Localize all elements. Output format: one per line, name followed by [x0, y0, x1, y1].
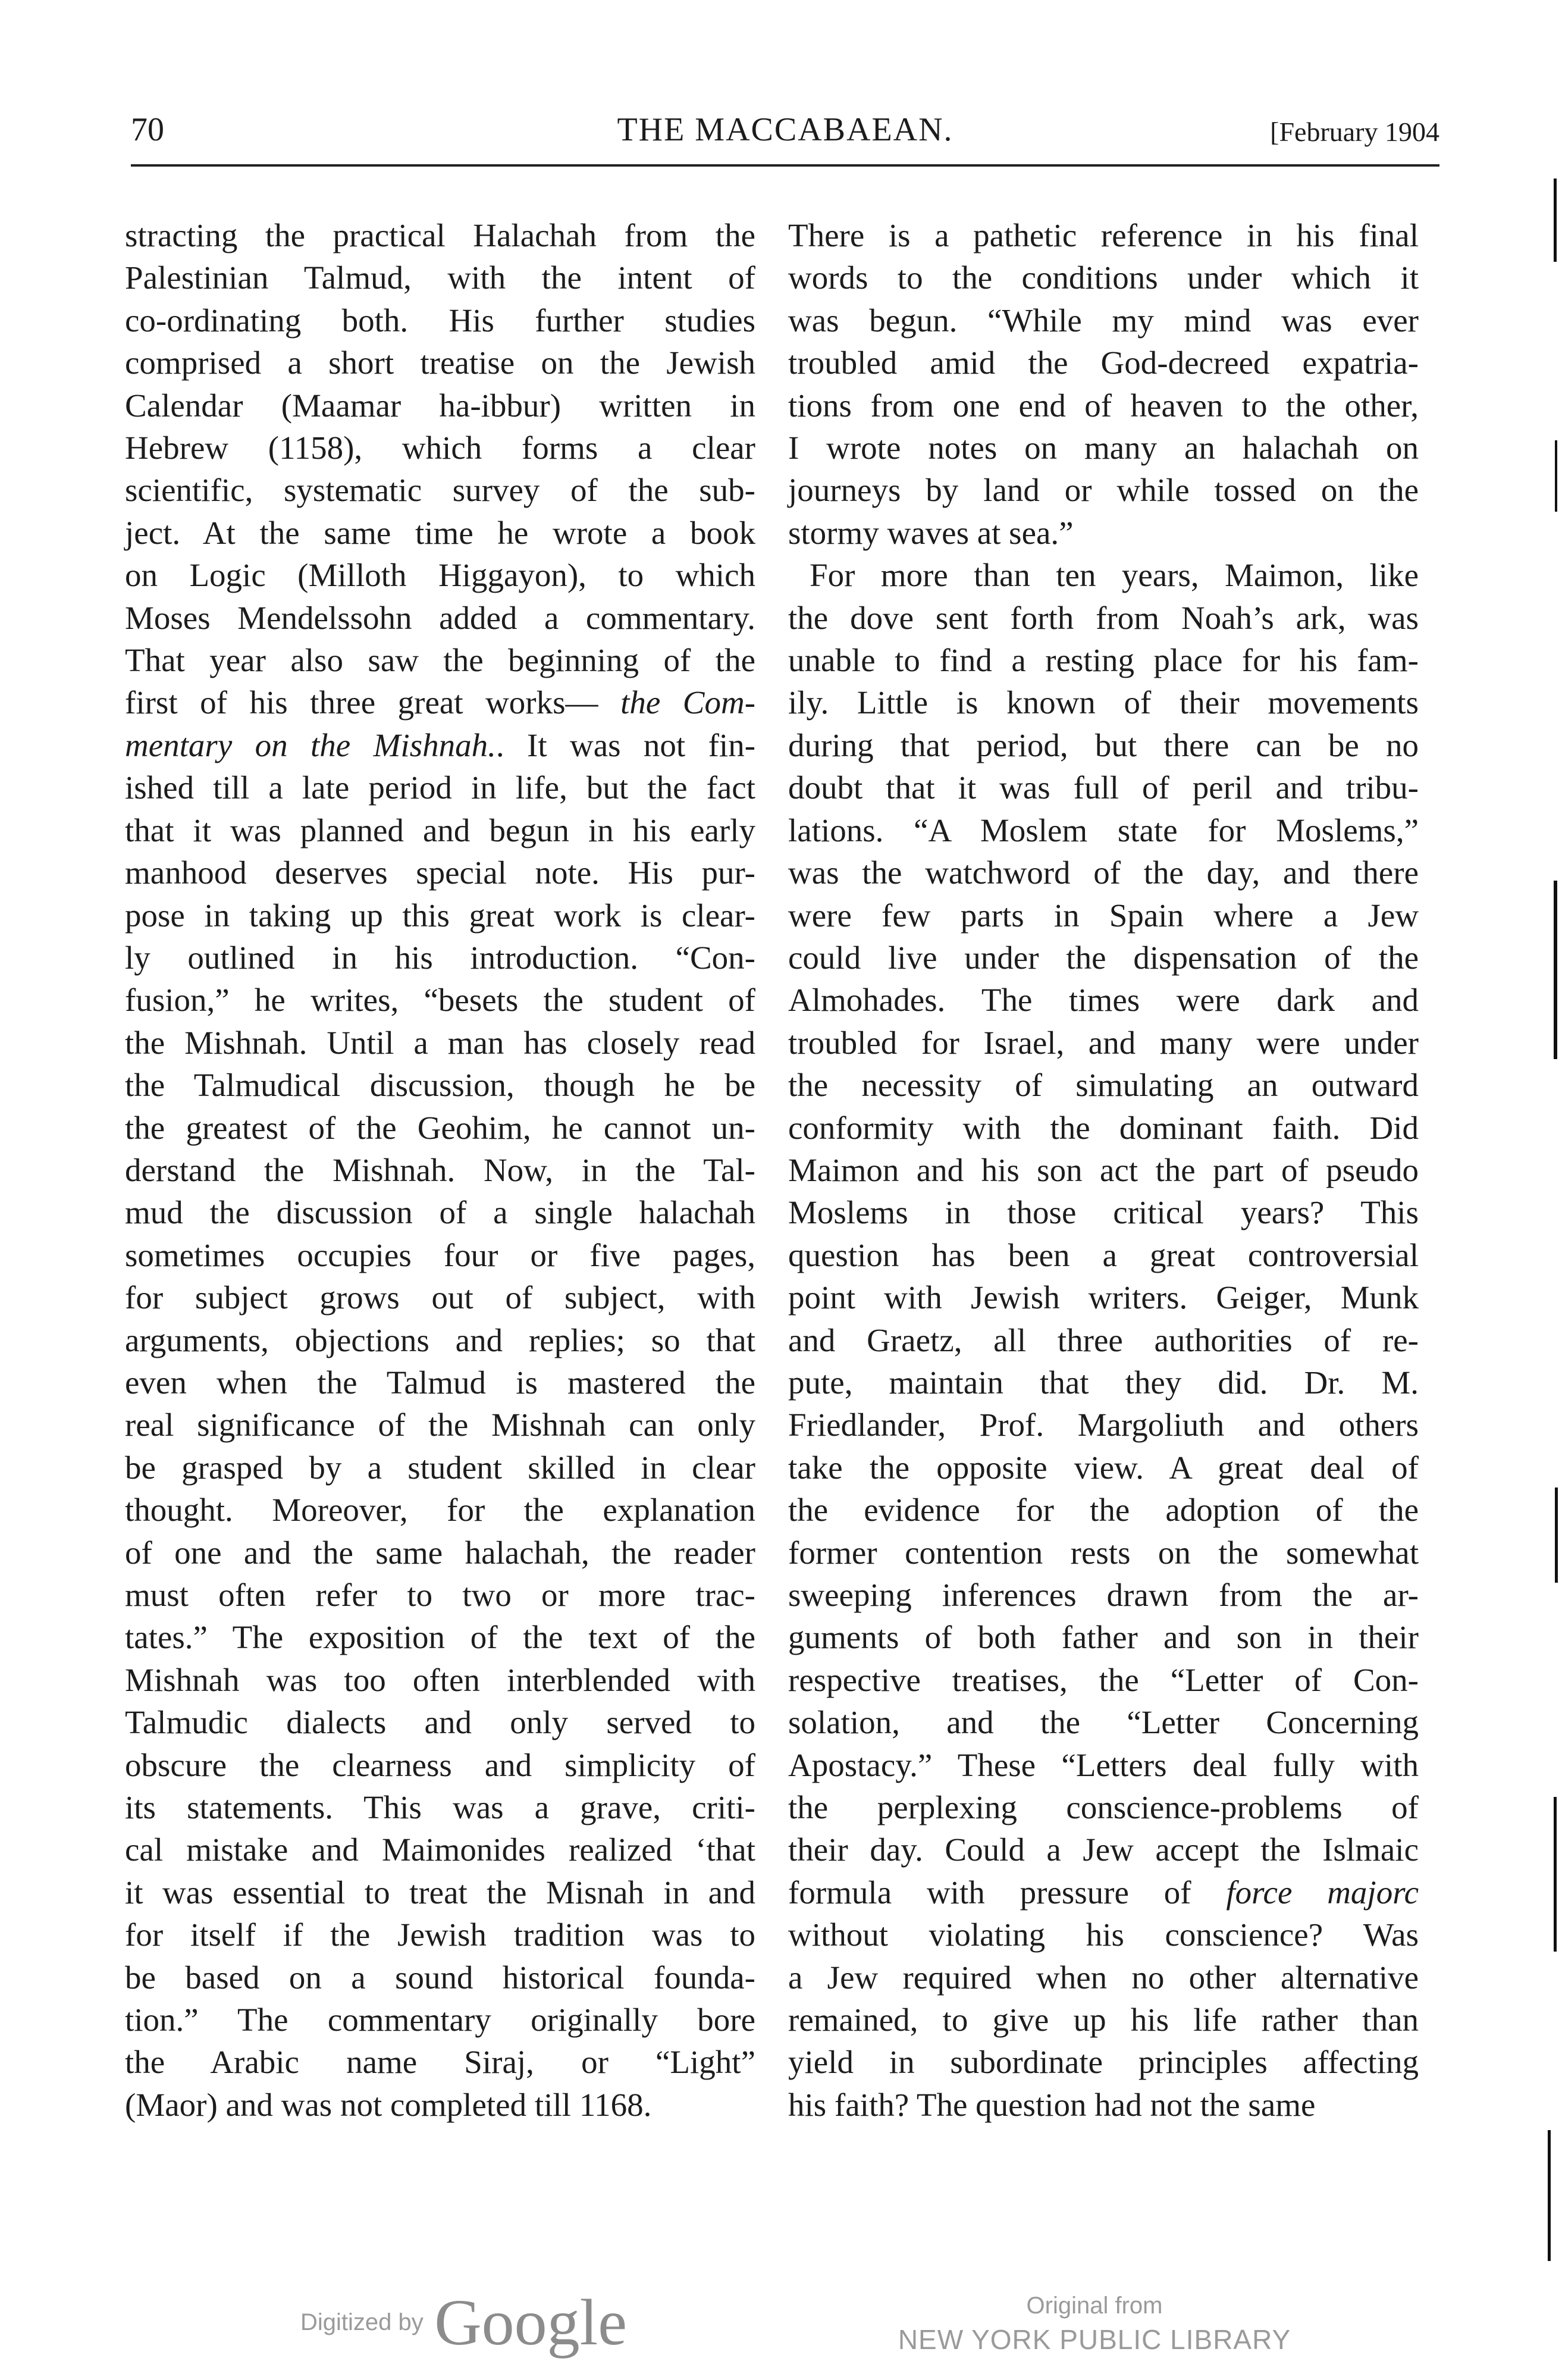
- text-line: comprised a short treatise on the Jewish: [125, 345, 755, 381]
- text-line: for subject grows out of subject, with: [125, 1279, 755, 1316]
- text-line: ject. At the same time he wrote a book: [125, 514, 755, 551]
- text-line: be based on a sound historical founda-: [125, 1959, 755, 1996]
- text-line: the evidence for the adoption of the: [788, 1492, 1419, 1529]
- text-line: pose in taking up this great work is clear-: [125, 897, 755, 934]
- text-line: sometimes occupies four or five pages,: [125, 1236, 755, 1273]
- text-line: ished till a late period in life, but the fact: [125, 769, 755, 806]
- text-line: ly outlined in his introduction. “Con-: [125, 939, 755, 976]
- text-line: question has been a great controversial: [788, 1236, 1419, 1273]
- text-line: words to the conditions under which it: [788, 259, 1419, 296]
- text-line: that it was planned and begun in his early: [125, 812, 755, 848]
- text-line: his faith? The question had not the same: [788, 2086, 1316, 2123]
- text-line: mentary on the Mishnah.. It was not fin-: [125, 726, 756, 763]
- original-from-label: Original from: [1026, 2293, 1163, 2319]
- text-line: thought. Moreover, for the explanation: [125, 1492, 755, 1529]
- text-line: Almohades. The times were dark and: [788, 982, 1419, 1019]
- scan-edge-mark: [1554, 178, 1557, 262]
- text-line: the greatest of the Geohim, he cannot un-: [125, 1109, 755, 1146]
- journal-title: THE MACCABAEAN.: [617, 111, 953, 148]
- text-line: yield in subordinate principles affecting: [788, 2044, 1419, 2081]
- google-logo: Google: [434, 2286, 628, 2359]
- text-line: Calendar (Maamar ha-ibbur) written in: [125, 387, 755, 424]
- text-line: must often refer to two or more trac-: [125, 1577, 755, 1613]
- text-line: Maimon and his son act the part of pseudo: [788, 1151, 1419, 1188]
- left-column: [125, 214, 755, 2126]
- text-line: the perplexing conscience-problems of: [788, 1789, 1419, 1826]
- scan-edge-mark: [1554, 1797, 1557, 1952]
- text-line: There is a pathetic reference in his final: [788, 217, 1419, 253]
- text-line: mud the discussion of a single halachah: [125, 1194, 755, 1231]
- text-line: respective treatises, the “Letter of Con-: [788, 1661, 1419, 1698]
- text-line: real significance of the Mishnah can only: [125, 1407, 755, 1443]
- text-line: their day. Could a Jew accept the Islmaic: [788, 1831, 1419, 1868]
- text-line: (Maor) and was not completed till 1168.: [125, 2086, 652, 2123]
- library-watermark: [851, 2290, 1338, 2357]
- text-line: on Logic (Milloth Higgayon), to which: [125, 557, 755, 594]
- text-line: guments of both father and son in their: [788, 1619, 1419, 1656]
- text-line: the necessity of simulating an outward: [788, 1067, 1419, 1104]
- text-line: remained, to give up his life rather than: [788, 2002, 1419, 2038]
- text-line: troubled amid the God-decreed expatria-: [788, 345, 1419, 381]
- digitized-by-watermark: [300, 2285, 628, 2359]
- text-line: troubled for Israel, and many were under: [788, 1024, 1419, 1061]
- text-line: Palestinian Talmud, with the intent of: [125, 259, 755, 296]
- text-line: take the opposite view. A great deal of: [788, 1449, 1419, 1486]
- text-line: manhood deserves special note. His pur-: [125, 854, 755, 891]
- page-header: [131, 106, 1439, 159]
- scan-edge-mark: [1548, 2130, 1551, 2261]
- italic-phrase: force majorc: [1226, 1874, 1419, 1911]
- text-line: of one and the same halachah, the reader: [125, 1534, 755, 1571]
- text-line: co-ordinating both. His further studies: [125, 302, 755, 339]
- text-line: I wrote notes on many an halachah on: [788, 430, 1419, 466]
- text-line: For more than ten years, Maimon, like: [810, 557, 1419, 594]
- text-line: even when the Talmud is mastered the: [125, 1364, 755, 1401]
- italic-phrase: mentary on the Mishnah.: [125, 726, 496, 763]
- text-line: stormy waves at sea.”: [788, 514, 1074, 551]
- header-rule: [131, 164, 1439, 167]
- text-line: tates.” The exposition of the text of the: [125, 1619, 755, 1656]
- text-line: were few parts in Spain where a Jew: [788, 897, 1419, 934]
- text-line: the dove sent forth from Noah’s ark, was: [788, 599, 1419, 636]
- text-line: Friedlander, Prof. Margoliuth and others: [788, 1407, 1419, 1443]
- text-line: Talmudic dialects and only served to: [125, 1704, 755, 1741]
- text-line: first of his three great works— the Com-: [125, 684, 756, 721]
- text-line: without violating his conscience? Was: [788, 1916, 1419, 1953]
- text-line: obscure the clearness and simplicity of: [125, 1746, 755, 1783]
- text-line: tion.” The commentary originally bore: [125, 2002, 755, 2038]
- text-line: Moses Mendelssohn added a commentary.: [125, 599, 755, 636]
- text-line: its statements. This was a grave, criti-: [125, 1789, 755, 1826]
- text-line: and Graetz, all three authorities of re-: [788, 1321, 1419, 1358]
- text-line: the Talmudical discussion, though he be: [125, 1067, 755, 1104]
- text-line: Mishnah was too often interblended with: [125, 1661, 755, 1698]
- text-line: solation, and the “Letter Concerning: [788, 1704, 1419, 1741]
- text-line: ily. Little is known of their movements: [788, 684, 1419, 721]
- text-line: stracting the practical Halachah from the: [125, 217, 755, 253]
- text-line: derstand the Mishnah. Now, in the Tal-: [125, 1151, 755, 1188]
- digitized-by-label: Digitized by: [300, 2309, 424, 2335]
- text-line: arguments, objections and replies; so that: [125, 1321, 755, 1358]
- text-line: point with Jewish writers. Geiger, Munk: [788, 1279, 1419, 1316]
- text-line: unable to find a resting place for his fam-: [788, 642, 1419, 679]
- text-line: be grasped by a student skilled in clear: [125, 1449, 755, 1486]
- text-line: tions from one end of heaven to the other,: [788, 387, 1419, 424]
- scan-edge-mark: [1555, 440, 1557, 512]
- text-line: for itself if the Jewish tradition was to: [125, 1916, 755, 1953]
- page-number: 70: [131, 111, 164, 148]
- text-line: during that period, but there can be no: [788, 726, 1419, 763]
- scan-edge-mark: [1554, 881, 1557, 1059]
- text-line: Apostacy.” These “Letters deal fully with: [788, 1746, 1419, 1783]
- scan-edge-mark: [1555, 1488, 1558, 1583]
- text-line: That year also saw the beginning of the: [125, 642, 755, 679]
- right-column: [788, 214, 1419, 2126]
- text-line: could live under the dispensation of the: [788, 939, 1419, 976]
- text-line: pute, maintain that they did. Dr. M.: [788, 1364, 1419, 1401]
- text-line: conformity with the dominant faith. Did: [788, 1109, 1419, 1146]
- text-line: former contention rests on the somewhat: [788, 1534, 1419, 1571]
- text-line: cal mistake and Maimonides realized ‘that: [125, 1831, 755, 1868]
- text-line: the Arabic name Siraj, or “Light”: [125, 2044, 755, 2081]
- text-line: it was essential to treat the Misnah in and: [125, 1874, 755, 1911]
- text-line: formula with pressure of force majorc: [788, 1874, 1419, 1911]
- text-line: a Jew required when no other alternative: [788, 1959, 1419, 1996]
- library-name: NEW YORK PUBLIC LIBRARY: [898, 2324, 1291, 2355]
- italic-phrase: the Com-: [620, 684, 756, 721]
- text-line: was begun. “While my mind was ever: [788, 302, 1419, 339]
- text-line: lations. “A Moslem state for Moslems,”: [788, 812, 1419, 848]
- text-line: sweeping inferences drawn from the ar-: [788, 1577, 1419, 1613]
- text-line: doubt that it was full of peril and tribu-: [788, 769, 1419, 806]
- text-line: was the watchword of the day, and there: [788, 854, 1419, 891]
- issue-date: [February 1904: [1270, 117, 1439, 147]
- text-line: the Mishnah. Until a man has closely read: [125, 1024, 755, 1061]
- text-line: journeys by land or while tossed on the: [788, 472, 1419, 509]
- text-line: scientific, systematic survey of the sub-: [125, 472, 755, 509]
- text-line: Moslems in those critical years? This: [788, 1194, 1419, 1231]
- text-line: fusion,” he writes, “besets the student of: [125, 982, 755, 1019]
- text-line: Hebrew (1158), which forms a clear: [125, 430, 755, 466]
